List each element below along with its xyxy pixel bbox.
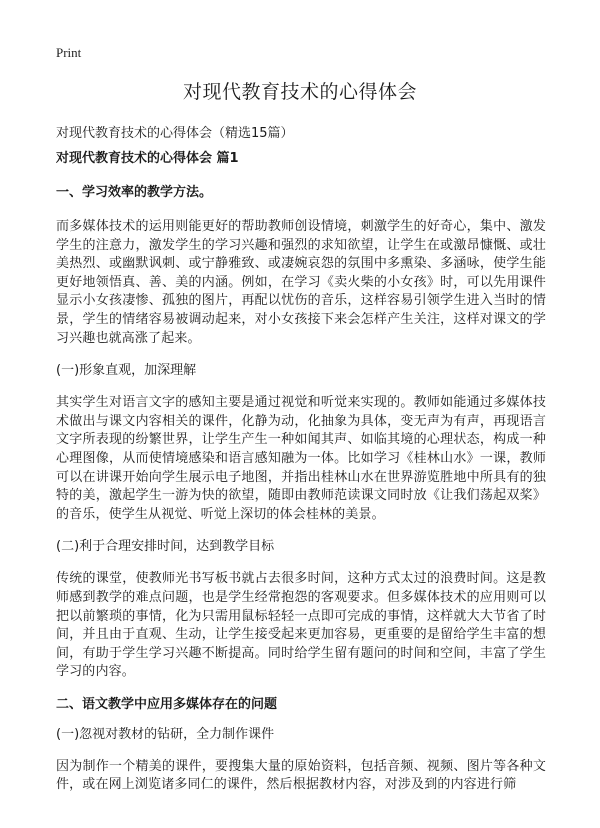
section-2a-heading: (一)忽视对教材的钻研，全力制作课件: [56, 726, 275, 742]
section-1-heading: 一、学习效率的教学方法。: [56, 185, 213, 200]
section-1a-paragraph: 其实学生对语言文字的感知主要是通过视觉和听觉来实现的。教师如能通过多媒体技术做出与课文内容相关的课件，化静为动，化抽象为具体，变无声为有声，再现语言文字所表现的纷繁世界，让学生产生一种如闻其声、如临其境的心理状态，构成一种心理图像，从而使情境感染和语言感知融为一体。比如学习《桂林山水》一课，教师可以在讲课开始向学生展示电子地图，并指出桂林山水在世界游览胜地中所具有的独特的美，激起学生一游为快的欲望，随即由教师范读课文同时放《让我们荡起双桨》的音乐，使学生从视觉、听觉上深切的体会桂林的美景。: [56, 395, 546, 522]
section-2-heading: 二、语文教学中应用多媒体存在的问题: [56, 696, 278, 712]
section-1-paragraph: 而多媒体技术的运用则能更好的帮助教师创设情境，刺激学生的好奇心，集中、激发学生的注意力，激发学生的学习兴趣和强烈的求知欲望，让学生在或激昂慷慨、或壮美热烈、或幽默讽刺、或宁静雅致、或凄婉哀怨的氛围中多熏染、多涵咏，使学生能更好地领悟真、善、美的内涵。例如，在学习《卖火柴的小女孩》时，可以先用课件显示小女孩凄惨、孤独的图片，再配以忧伤的音乐，这样容易引领学生进入当时的情景，学生的情绪容易被调动起来，对小女孩接下来会怎样产生关注，这样对课文的学习兴趣也就高涨了起来。: [56, 219, 546, 346]
section-1a-heading: (一)形象直观，加深理解: [56, 363, 197, 379]
section-2a-paragraph: 因为制作一个精美的课件，要搜集大量的原始资料，包括音频、视频、图片等各种文件，或在网上浏览诸多同仁的课件，然后根据教材内容，对涉及到的内容进行筛: [56, 758, 546, 793]
article-heading: 对现代教育技术的心得体会 篇1: [56, 151, 239, 166]
section-1b-heading: (二)利于合理安排时间，达到教学目标: [56, 539, 275, 555]
document-title: 对现代教育技术的心得体会: [182, 81, 417, 103]
article-body: [56, 150, 546, 795]
print-link[interactable]: Print: [56, 45, 82, 60]
section-1b-paragraph: 传统的课堂，使教师光书写板书就占去很多时间，这种方式太过的浪费时间。这是教师感到教学的难点问题，也是学生经常抱怨的客观要求。但多媒体技术的应用则可以把以前繁琐的事情，化为只需用鼠标轻轻一点即可完成的事情，这样就大大节省了时间，并且由于直观、生动，让学生接受起来更加容易，更重要的是留给学生丰富的想间，有助于学生学习兴趣不断提高。同时给学生留有题问的时间和空间，丰富了学生学习的内容。: [56, 571, 546, 680]
document-subtitle: 对现代教育技术的心得体会（精选15篇）: [56, 126, 294, 141]
